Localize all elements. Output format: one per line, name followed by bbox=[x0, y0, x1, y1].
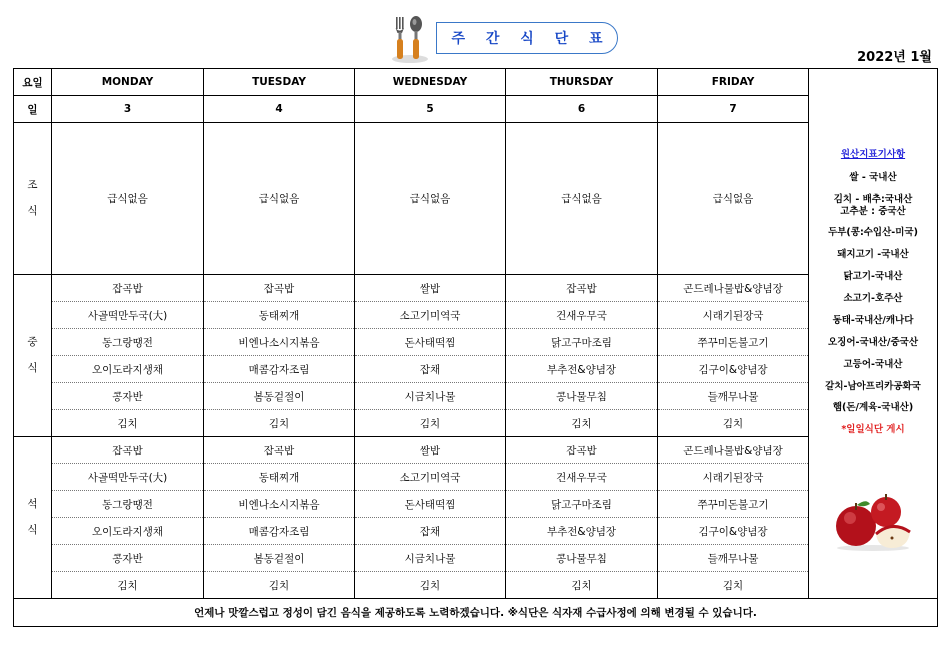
menu-cell: 시래기된장국 bbox=[658, 464, 809, 491]
origin-item: 쌀 - 국내산 bbox=[849, 171, 897, 183]
origin-item: 갈치-남아프리카공화국 bbox=[825, 380, 921, 392]
origin-item: 두부(콩:수입산-미국) bbox=[828, 227, 918, 239]
menu-cell: 김치 bbox=[506, 410, 658, 437]
menu-cell: 쭈꾸미돈불고기 bbox=[658, 491, 809, 518]
menu-cell: 동태찌개 bbox=[204, 464, 355, 491]
menu-cell: 건새우무국 bbox=[506, 302, 658, 329]
menu-cell: 사골떡만두국(大) bbox=[52, 464, 204, 491]
menu-cell: 급식없음 bbox=[52, 123, 204, 275]
menu-cell: 닭고구마조림 bbox=[506, 491, 658, 518]
date-cell: 6 bbox=[506, 96, 658, 123]
menu-cell: 김치 bbox=[52, 572, 204, 599]
fork-spoon-icon bbox=[388, 13, 432, 65]
origin-heading: 원산지표기사항 bbox=[840, 148, 906, 160]
origin-panel bbox=[809, 69, 938, 599]
origin-item: 오징어-국내산/중국산 bbox=[827, 336, 918, 348]
menu-cell: 김구이&양념장 bbox=[658, 356, 809, 383]
menu-cell: 급식없음 bbox=[204, 123, 355, 275]
date-row bbox=[14, 96, 938, 123]
menu-cell: 오이도라지생채 bbox=[52, 518, 204, 545]
menu-cell: 잡곡밥 bbox=[204, 437, 355, 464]
menu-cell: 김치 bbox=[355, 572, 506, 599]
menu-cell: 돈사태떡찜 bbox=[355, 329, 506, 356]
day-header: WEDNESDAY bbox=[355, 69, 506, 96]
day-header: THURSDAY bbox=[506, 69, 658, 96]
menu-cell: 들깨무나물 bbox=[658, 383, 809, 410]
breakfast-label: 조 식 bbox=[14, 123, 52, 275]
menu-cell: 콩나물무침 bbox=[506, 545, 658, 572]
lunch-row bbox=[14, 356, 938, 383]
menu-cell: 쭈꾸미돈불고기 bbox=[658, 329, 809, 356]
menu-cell: 쌀밥 bbox=[355, 275, 506, 302]
menu-cell: 곤드레나물밥&양념장 bbox=[658, 437, 809, 464]
origin-item: 고등어-국내산 bbox=[843, 358, 903, 370]
menu-cell: 잡곡밥 bbox=[204, 275, 355, 302]
dinner-row bbox=[14, 572, 938, 599]
breakfast-row bbox=[14, 123, 938, 275]
footer-row bbox=[14, 599, 938, 627]
lunch-row bbox=[14, 275, 938, 302]
menu-cell: 쌀밥 bbox=[355, 437, 506, 464]
date-cell: 4 bbox=[204, 96, 355, 123]
menu-cell: 급식없음 bbox=[506, 123, 658, 275]
menu-cell: 시래기된장국 bbox=[658, 302, 809, 329]
date-cell: 7 bbox=[658, 96, 809, 123]
menu-cell: 잡채 bbox=[355, 356, 506, 383]
menu-cell: 동태찌개 bbox=[204, 302, 355, 329]
dinner-row bbox=[14, 464, 938, 491]
lunch-row bbox=[14, 302, 938, 329]
lunch-label: 중 식 bbox=[14, 275, 52, 437]
menu-cell: 김치 bbox=[52, 410, 204, 437]
menu-cell: 곤드레나물밥&양념장 bbox=[658, 275, 809, 302]
origin-item: 동태-국내산/캐나다 bbox=[832, 314, 914, 326]
menu-cell: 소고기미역국 bbox=[355, 302, 506, 329]
menu-cell: 김치 bbox=[204, 572, 355, 599]
menu-cell: 콩나물무침 bbox=[506, 383, 658, 410]
menu-cell: 사골떡만두국(大) bbox=[52, 302, 204, 329]
day-column-label: 요일 bbox=[14, 69, 52, 96]
menu-cell: 콩자반 bbox=[52, 383, 204, 410]
menu-cell: 매콤감자조림 bbox=[204, 518, 355, 545]
menu-cell: 김치 bbox=[355, 410, 506, 437]
menu-cell: 동그랑땡전 bbox=[52, 491, 204, 518]
menu-cell: 콩자반 bbox=[52, 545, 204, 572]
dinner-row bbox=[14, 491, 938, 518]
footer-notice: 언제나 맛깔스럽고 정성이 담긴 음식을 제공하도록 노력하겠습니다. ※식단은 식자재 수급사정에 의해 변경될 수 있습니다. bbox=[14, 599, 938, 627]
day-header: FRIDAY bbox=[658, 69, 809, 96]
origin-item: 닭고기-국내산 bbox=[843, 271, 903, 283]
menu-cell: 잡곡밥 bbox=[52, 437, 204, 464]
menu-cell: 급식없음 bbox=[355, 123, 506, 275]
menu-cell: 잡채 bbox=[355, 518, 506, 545]
menu-cell: 김치 bbox=[658, 410, 809, 437]
lunch-row bbox=[14, 383, 938, 410]
menu-cell: 잡곡밥 bbox=[506, 275, 658, 302]
menu-cell: 시금치나물 bbox=[355, 383, 506, 410]
day-header: TUESDAY bbox=[204, 69, 355, 96]
weekly-menu-table bbox=[13, 68, 938, 627]
date-cell: 5 bbox=[355, 96, 506, 123]
apples-icon bbox=[830, 490, 916, 552]
menu-cell: 소고기미역국 bbox=[355, 464, 506, 491]
origin-note: *일일식단 게시 bbox=[841, 424, 905, 436]
menu-cell: 오이도라지생채 bbox=[52, 356, 204, 383]
day-header: MONDAY bbox=[52, 69, 204, 96]
menu-cell: 김치 bbox=[506, 572, 658, 599]
menu-cell: 김구이&양념장 bbox=[658, 518, 809, 545]
date-cell: 3 bbox=[52, 96, 204, 123]
page-title: 주 간 식 단 표 bbox=[451, 31, 611, 47]
date-column-label: 일 bbox=[14, 96, 52, 123]
menu-cell: 매콤감자조림 bbox=[204, 356, 355, 383]
lunch-row bbox=[14, 410, 938, 437]
origin-item: 돼지고기 -국내산 bbox=[837, 249, 909, 261]
menu-cell: 들깨무나물 bbox=[658, 545, 809, 572]
origin-item: 햄(돈/계육-국내산) bbox=[832, 402, 914, 414]
dinner-row bbox=[14, 437, 938, 464]
menu-cell: 비엔나소시지볶음 bbox=[204, 329, 355, 356]
menu-cell: 잡곡밥 bbox=[506, 437, 658, 464]
menu-cell: 동그랑땡전 bbox=[52, 329, 204, 356]
menu-cell: 닭고구마조림 bbox=[506, 329, 658, 356]
menu-cell: 부추전&양념장 bbox=[506, 356, 658, 383]
menu-cell: 비엔나소시지볶음 bbox=[204, 491, 355, 518]
origin-item: 소고기-호주산 bbox=[843, 293, 903, 305]
menu-cell: 시금치나물 bbox=[355, 545, 506, 572]
title-banner bbox=[436, 22, 618, 54]
menu-cell: 김치 bbox=[658, 572, 809, 599]
weekday-header-row bbox=[14, 69, 938, 96]
menu-cell: 봄동겉절이 bbox=[204, 383, 355, 410]
menu-cell: 김치 bbox=[204, 410, 355, 437]
dinner-row bbox=[14, 518, 938, 545]
menu-cell: 건새우무국 bbox=[506, 464, 658, 491]
origin-item: 김치 - 배추:국내산 고추분 : 중국산 bbox=[833, 193, 913, 217]
dinner-label: 석 식 bbox=[14, 437, 52, 599]
lunch-row bbox=[14, 329, 938, 356]
menu-cell: 잡곡밥 bbox=[52, 275, 204, 302]
menu-cell: 돈사태떡찜 bbox=[355, 491, 506, 518]
dinner-row bbox=[14, 545, 938, 572]
menu-cell: 봄동겉절이 bbox=[204, 545, 355, 572]
menu-date: 2022년 1월 bbox=[857, 50, 932, 65]
menu-cell: 부추전&양념장 bbox=[506, 518, 658, 545]
menu-cell: 급식없음 bbox=[658, 123, 809, 275]
